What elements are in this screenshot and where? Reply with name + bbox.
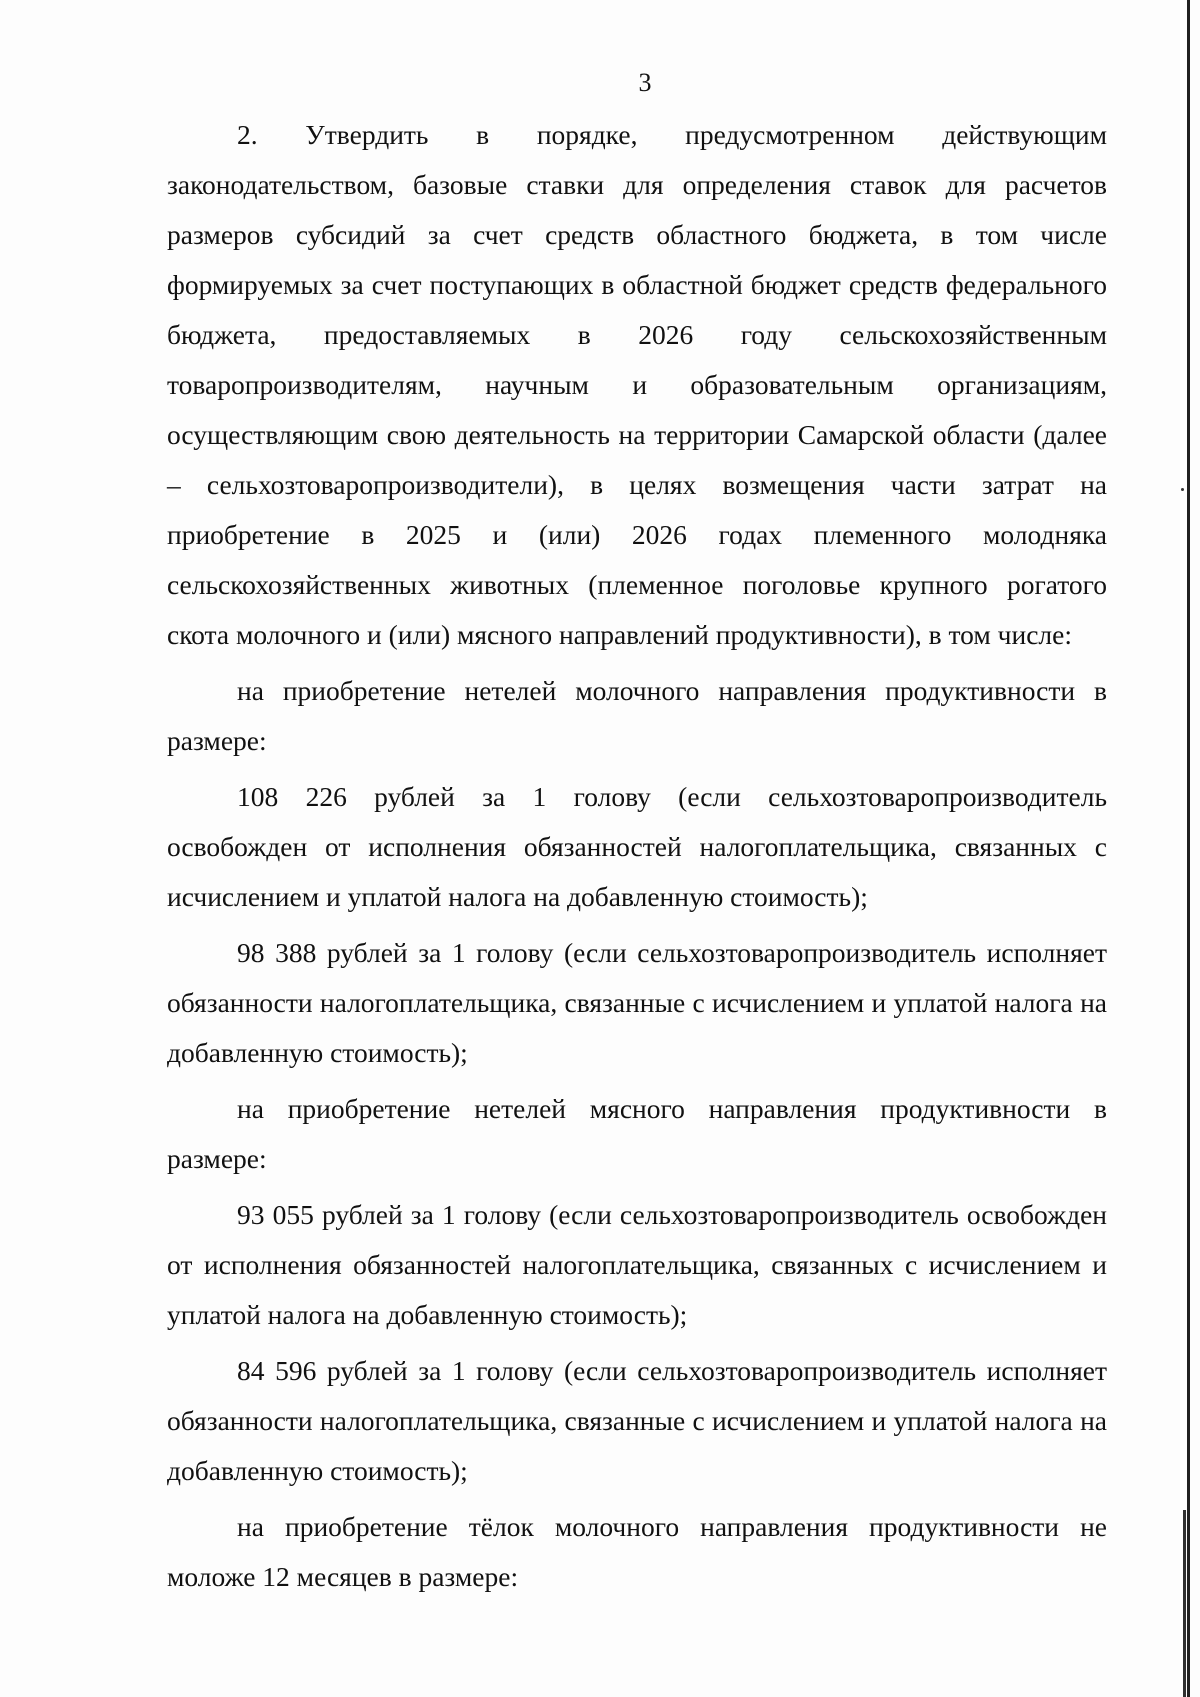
paragraph-clause-2: 2. Утвердить в порядке, предусмотренном действующим законодательством, базовые ставки для определения ставок для расчетов размеров субсидий за счет средств областного бюджета, в том числе формируемых за счет поступающих в областной бюджет средств федерального бюджета, предоставляемых в 2026 году сельскохозяйственным товаропроизводителям, научным и образовательным организациям, осуществляющим свою деятельность на территории Самарской области (далее – сельхозтоваропроизводители), в целях возмещения части затрат на приобретение в 2025 и (или) 2026 годах племенного молодняка сельскохозяйственных животных (племенное поголовье крупного рогатого скота молочного и (или) мясного направлений продуктивности), в том числе:: [167, 119, 1107, 650]
scan-speck: [1181, 488, 1184, 491]
page-number: 3: [638, 68, 652, 97]
paragraph-dairy-heifers-exempt-rate: 108 226 рублей за 1 голову (если сельхозтоваропроизводитель освобожден от исполнения обязанностей налогоплательщика, связанных с исчислением и уплатой налога на добавленную стоимость);: [167, 781, 1107, 912]
document-body: [167, 110, 1107, 1602]
paragraph-beef-heifers-vat-rate: 84 596 рублей за 1 голову (если сельхозтоваропроизводитель исполняет обязанности налогоплательщика, связанные с исчислением и уплатой налога на добавленную стоимость);: [167, 1355, 1107, 1486]
scan-edge: [1187, 0, 1190, 1697]
paragraph-dairy-calves: на приобретение тёлок молочного направления продуктивности не моложе 12 месяцев в размере:: [167, 1511, 1107, 1592]
scan-edge-lower: [1183, 1510, 1186, 1697]
paragraph-dairy-heifers: на приобретение нетелей молочного направления продуктивности в размере:: [167, 675, 1107, 756]
paragraph-beef-heifers-exempt-rate: 93 055 рублей за 1 голову (если сельхозтоваропроизводитель освобожден от исполнения обязанностей налогоплательщика, связанных с исчислением и уплатой налога на добавленную стоимость);: [167, 1199, 1107, 1330]
paragraph-dairy-heifers-vat-rate: 98 388 рублей за 1 голову (если сельхозтоваропроизводитель исполняет обязанности налогоплательщика, связанные с исчислением и уплатой налога на добавленную стоимость);: [167, 937, 1107, 1068]
paragraph-beef-heifers: на приобретение нетелей мясного направления продуктивности в размере:: [167, 1093, 1107, 1174]
